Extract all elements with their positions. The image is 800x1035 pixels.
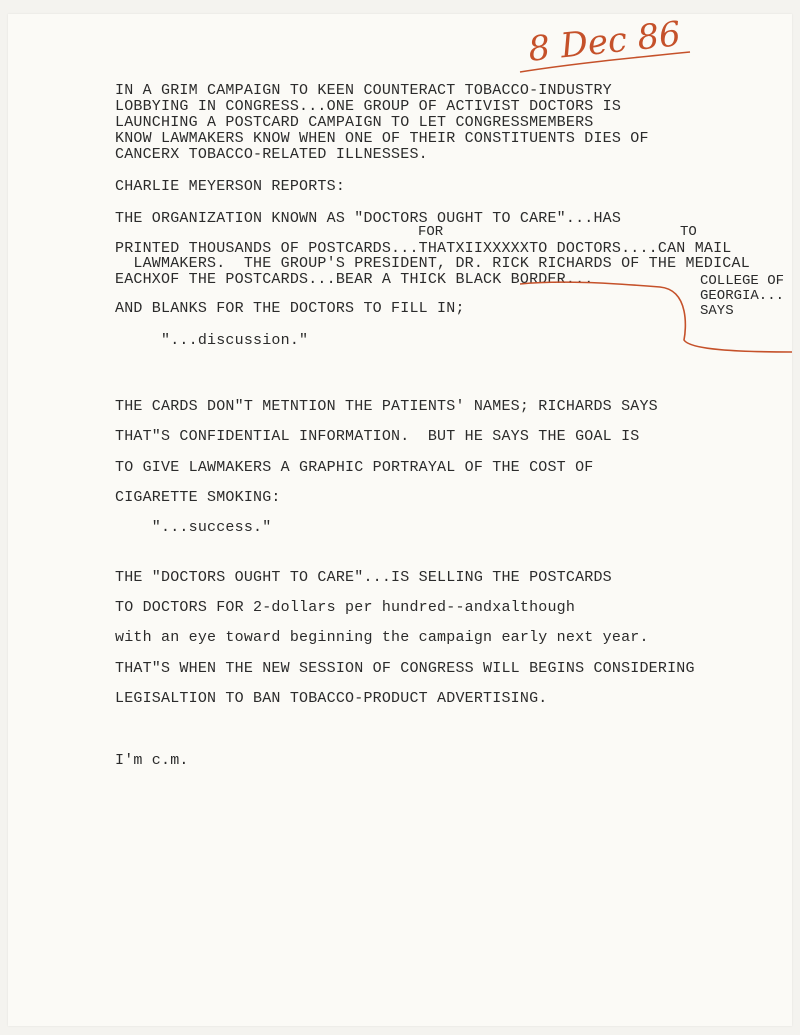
line-5: CANCERX TOBACCO-RELATED ILLNESSES. <box>115 146 428 163</box>
line-1: IN A GRIM CAMPAIGN TO KEEN COUNTERACT TOBACCO-INDUSTRY <box>115 82 612 99</box>
line-6: CHARLIE MEYERSON REPORTS: <box>115 178 346 195</box>
line-22: LEGISALTION TO BAN TOBACCO-PRODUCT ADVERTISING. <box>115 690 548 707</box>
line-3: LAUNCHING A POSTCARD CAMPAIGN TO LET CONGRESSMEMBERS <box>115 114 594 131</box>
line-9: LAWMAKERS. THE GROUP'S PRESIDENT, DR. RICK RICHARDS OF THE MEDICAL <box>115 255 750 272</box>
line-23: I'm c.m. <box>115 752 189 769</box>
line-17: "...success." <box>115 519 272 536</box>
line-2: LOBBYING IN CONGRESS...ONE GROUP OF ACTIVIST DOCTORS IS <box>115 98 622 115</box>
line-4: KNOW LAWMAKERS KNOW WHEN ONE OF THEIR CONSTITUENTS DIES OF <box>115 130 649 147</box>
line-18: THE "DOCTORS OUGHT TO CARE"...IS SELLING THE POSTCARDS <box>115 569 612 586</box>
insert-to: TO <box>680 224 697 240</box>
line-15: TO GIVE LAWMAKERS A GRAPHIC PORTRAYAL OF THE COST OF <box>115 459 594 476</box>
line-13: THE CARDS DON"T METNTION THE PATIENTS' NAMES; RICHARDS SAYS <box>115 398 658 415</box>
insert-for: FOR <box>418 224 444 240</box>
line-10: EACHXOF THE POSTCARDS...BEAR A THICK BLACK BORDER... <box>115 271 594 288</box>
line-16: CIGARETTE SMOKING: <box>115 489 281 506</box>
insert-college-2: GEORGIA... <box>700 288 785 304</box>
line-14: THAT"S CONFIDENTIAL INFORMATION. BUT HE SAYS THE GOAL IS <box>115 428 640 445</box>
line-7: THE ORGANIZATION KNOWN AS "DOCTORS OUGHT TO CARE"...HAS <box>115 210 622 227</box>
line-19: TO DOCTORS FOR 2-dollars per hundred--andxalthough <box>115 599 576 616</box>
line-20: with an eye toward beginning the campaign early next year. <box>115 629 649 646</box>
line-21: THAT"S WHEN THE NEW SESSION OF CONGRESS WILL BEGINS CONSIDERING <box>115 660 695 677</box>
line-12: "...discussion." <box>115 332 309 349</box>
insert-college-3: SAYS <box>700 303 734 319</box>
handwritten-date: 8 Dec 86 <box>526 14 683 70</box>
insert-college-1: COLLEGE OF <box>700 273 785 289</box>
line-11: AND BLANKS FOR THE DOCTORS TO FILL IN; <box>115 300 465 317</box>
line-8: PRINTED THOUSANDS OF POSTCARDS...THATXIIXXXXXTO DOCTORS....CAN MAIL <box>115 240 732 257</box>
